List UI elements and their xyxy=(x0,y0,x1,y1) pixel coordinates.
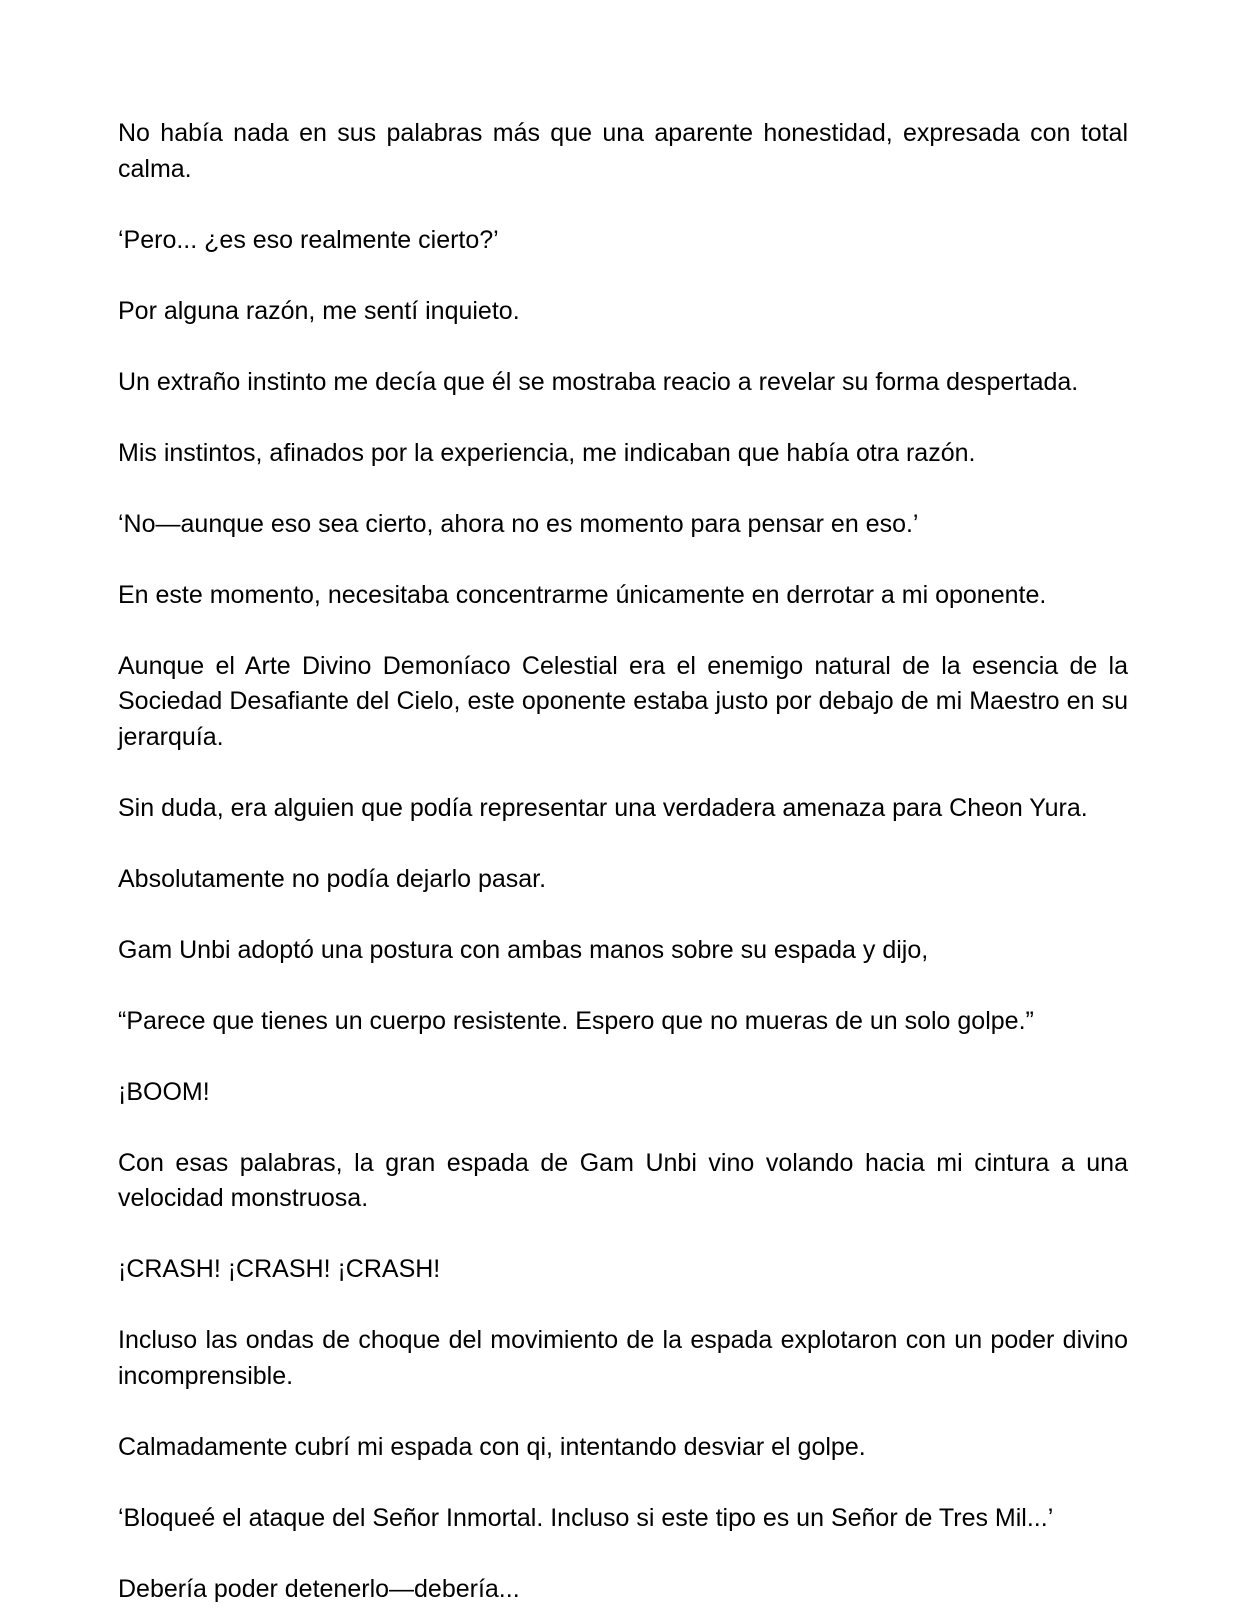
paragraph: Debería poder detenerlo—debería... xyxy=(118,1574,520,1603)
paragraph: Aunque el Arte Divino Demoníaco Celestial era el enemigo natural de la esencia de la Sociedad Desafiante del Cielo, este oponente estaba justo por debajo de mi Maestro en su jerarquía. xyxy=(118,651,1128,751)
paragraph: Por alguna razón, me sentí inquieto. xyxy=(118,296,520,325)
paragraph: Con esas palabras, la gran espada de Gam Unbi vino volando hacia mi cintura a una velocidad monstruosa. xyxy=(118,1148,1128,1212)
paragraph: En este momento, necesitaba concentrarme únicamente en derrotar a mi oponente. xyxy=(118,580,1047,609)
paragraph: Gam Unbi adoptó una postura con ambas manos sobre su espada y dijo, xyxy=(118,935,929,964)
paragraph: Un extraño instinto me decía que él se mostraba reacio a revelar su forma despertada. xyxy=(118,367,1079,396)
paragraph: Incluso las ondas de choque del movimiento de la espada explotaron con un poder divino incomprensible. xyxy=(118,1326,1128,1390)
paragraph: ‘No—aunque eso sea cierto, ahora no es momento para pensar en eso.’ xyxy=(118,509,919,538)
document-body xyxy=(118,116,1128,1607)
paragraph: No había nada en sus palabras más que una aparente honestidad, expresada con total calma. xyxy=(118,119,1128,183)
paragraph: “Parece que tienes un cuerpo resistente. Espero que no mueras de un solo golpe.” xyxy=(118,1006,1034,1035)
paragraph: Mis instintos, afinados por la experiencia, me indicaban que había otra razón. xyxy=(118,438,976,467)
paragraph: ‘Bloqueé el ataque del Señor Inmortal. Incluso si este tipo es un Señor de Tres Mil...’ xyxy=(118,1503,1054,1532)
paragraph: Calmadamente cubrí mi espada con qi, intentando desviar el golpe. xyxy=(118,1432,866,1461)
paragraph: ‘Pero... ¿es eso realmente cierto?’ xyxy=(118,225,499,254)
paragraph: Absolutamente no podía dejarlo pasar. xyxy=(118,864,547,893)
paragraph: ¡CRASH! ¡CRASH! ¡CRASH! xyxy=(118,1255,441,1283)
paragraph: Sin duda, era alguien que podía representar una verdadera amenaza para Cheon Yura. xyxy=(118,793,1088,822)
paragraph: ¡BOOM! xyxy=(118,1077,210,1106)
